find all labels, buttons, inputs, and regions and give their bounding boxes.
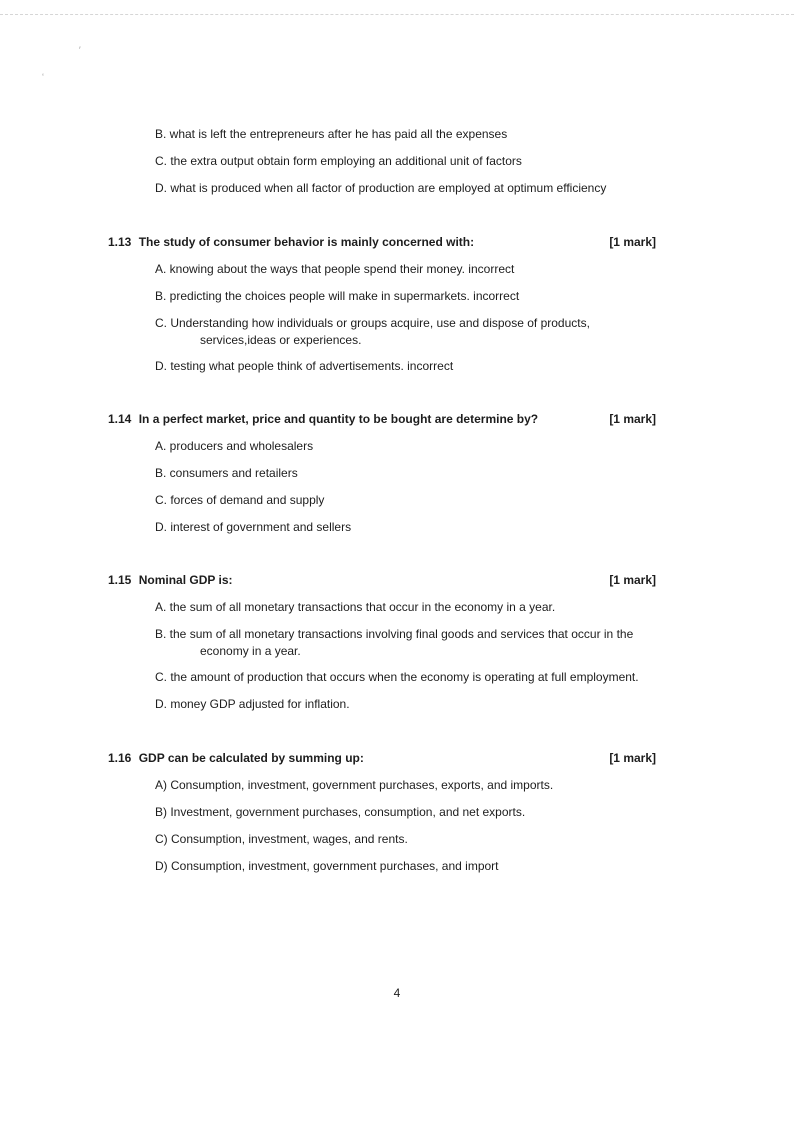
answer-option: C. forces of demand and supply xyxy=(155,493,325,507)
scan-speck: ′ xyxy=(79,45,81,55)
carryover-option-d: D. what is produced when all factor of production are employed at optimum efficiency xyxy=(155,181,607,195)
carryover-option-b: B. what is left the entrepreneurs after he has paid all the expenses xyxy=(155,127,508,141)
question-heading xyxy=(108,750,656,767)
answer-option xyxy=(155,626,633,660)
question-text: In a perfect market, price and quantity to be bought are determine by? xyxy=(138,412,539,426)
scan-speck: ‘ xyxy=(42,72,44,82)
mark-allocation: [1 mark] xyxy=(609,412,656,426)
answer-option: B. predicting the choices people will make in supermarkets. incorrect xyxy=(155,289,520,303)
question-text: Nominal GDP is: xyxy=(138,573,233,587)
question-number: 1.15 xyxy=(108,573,132,587)
answer-option: C) Consumption, investment, wages, and rents. xyxy=(155,832,408,846)
mark-allocation: [1 mark] xyxy=(609,235,656,249)
answer-option-continuation: services,ideas or experiences. xyxy=(200,333,362,347)
question-heading xyxy=(108,411,656,428)
answer-option-line: C. Understanding how individuals or groups acquire, use and dispose of products, xyxy=(155,316,590,330)
answer-option: C. the amount of production that occurs when the economy is operating at full employment. xyxy=(155,670,639,684)
question-text: GDP can be calculated by summing up: xyxy=(138,751,364,765)
answer-option: D. testing what people think of advertisements. incorrect xyxy=(155,359,454,373)
answer-option: B) Investment, government purchases, consumption, and net exports. xyxy=(155,805,526,819)
scan-top-edge xyxy=(0,14,794,15)
page-number: 4 xyxy=(393,986,401,1000)
answer-option: A. knowing about the ways that people spend their money. incorrect xyxy=(155,262,515,276)
question-number: 1.13 xyxy=(108,235,132,249)
question-text: The study of consumer behavior is mainly concerned with: xyxy=(138,235,475,249)
question-number: 1.16 xyxy=(108,751,132,765)
question-heading xyxy=(108,234,656,251)
answer-option: A. producers and wholesalers xyxy=(155,439,314,453)
answer-option: A. the sum of all monetary transactions that occur in the economy in a year. xyxy=(155,600,556,614)
answer-option-line: B. the sum of all monetary transactions involving final goods and services that occur in the xyxy=(155,627,634,641)
answer-option: A) Consumption, investment, government purchases, exports, and imports. xyxy=(155,778,554,792)
answer-option: D. interest of government and sellers xyxy=(155,520,352,534)
question-number: 1.14 xyxy=(108,412,132,426)
question-heading xyxy=(108,572,656,589)
answer-option xyxy=(155,315,590,349)
answer-option-continuation: economy in a year. xyxy=(200,644,301,658)
mark-allocation: [1 mark] xyxy=(609,751,656,765)
answer-option: D. money GDP adjusted for inflation. xyxy=(155,697,350,711)
answer-option: B. consumers and retailers xyxy=(155,466,298,480)
answer-option: D) Consumption, investment, government purchases, and import xyxy=(155,859,499,873)
carryover-option-c: C. the extra output obtain form employing an additional unit of factors xyxy=(155,154,522,168)
mark-allocation: [1 mark] xyxy=(609,573,656,587)
